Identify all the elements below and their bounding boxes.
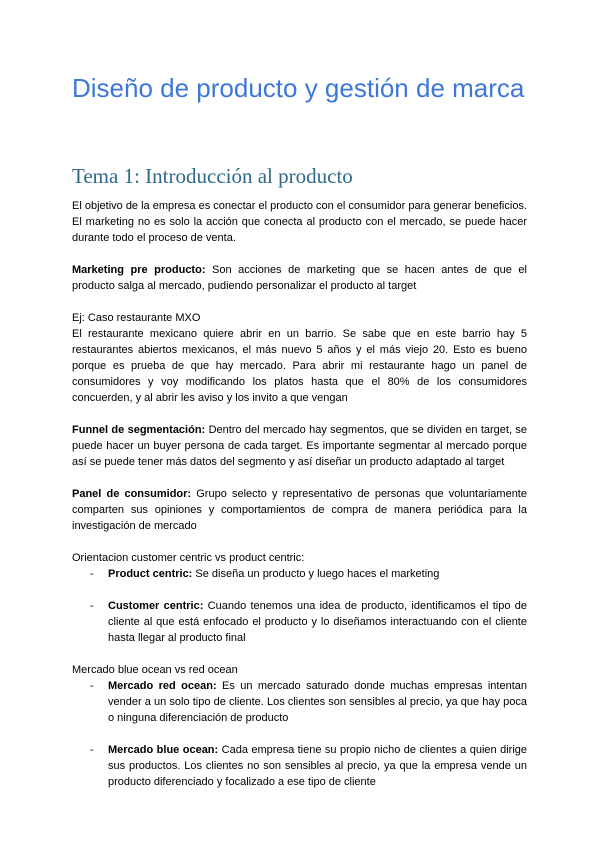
term-panel: Panel de consumidor:: [72, 488, 192, 500]
blue-ocean-text: Cada empresa tiene su propio nicho de clientes a quien dirige sus productos. Los clientes no son sensibles al precio, ya que la empresa vende un producto diferenciado y focalizado a ese tipo de cliente: [108, 744, 527, 788]
funnel-text: Dentro del mercado hay segmentos, que se dividen en target, se puede hacer un buyer persona de cada target. Es importante segmentar al mercado porque así se puede tener más datos del segmento y así diseñar un producto adaptado al target: [72, 424, 527, 468]
term-marketing-pre: Marketing pre producto:: [72, 264, 206, 276]
list-dash: -: [90, 568, 94, 580]
term-product-centric: Product centric:: [108, 568, 193, 580]
document-title: Diseño de producto y gestión de marca: [72, 73, 525, 103]
section-heading: Tema 1: Introducción al producto: [72, 164, 353, 188]
marketing-pre-paragraph: [72, 262, 527, 294]
list-dash: -: [90, 600, 94, 612]
panel-paragraph: [72, 486, 527, 534]
term-funnel: Funnel de segmentación:: [72, 424, 206, 436]
intro-paragraph: El objetivo de la empresa es conectar el producto con el consumidor para generar beneficios. El marketing no es solo la acción que conecta al producto con el mercado, se puede hacer durante todo el proceso de venta.: [72, 200, 527, 244]
red-ocean-text: Es un mercado saturado donde muchas empresas intentan vender a un solo tipo de cliente. Los clientes son sensibles al precio, ya que hay poca o ninguna diferenciación de producto: [108, 680, 528, 724]
panel-text: Grupo selecto y representativo de personas que voluntariamente comparten sus opiniones y comportamientos de compra de manera periódica para la investigación de mercado: [72, 488, 527, 532]
list-item: [72, 566, 527, 582]
marketing-pre-text: Son acciones de marketing que se hacen antes de que el producto salga al mercado, pudiendo personalizar el producto al target: [72, 264, 527, 292]
list-item: [72, 678, 527, 726]
list-item: [72, 742, 527, 790]
document-body: [72, 198, 527, 790]
product-centric-text: Se diseña un producto y luego haces el marketing: [192, 568, 440, 580]
list-dash: -: [90, 680, 94, 692]
list-item: [72, 598, 527, 646]
orientation-title: Orientacion customer centric vs product centric:: [72, 552, 305, 564]
funnel-paragraph: [72, 422, 527, 470]
list-dash: -: [90, 744, 94, 756]
customer-centric-text: Cuando tenemos una idea de producto, identificamos el tipo de cliente al que está enfocado el producto y lo diseñamos interactuando con el cliente hasta llegar al producto final: [108, 600, 527, 644]
term-customer-centric: Customer centric:: [108, 600, 204, 612]
ocean-title: Mercado blue ocean vs red ocean: [72, 664, 238, 676]
term-red-ocean: Mercado red ocean:: [108, 680, 217, 692]
example-title: Ej: Caso restaurante MXO: [72, 312, 201, 324]
term-blue-ocean: Mercado blue ocean:: [108, 744, 219, 756]
example-paragraph: El restaurante mexicano quiere abrir en un barrio. Se sabe que en este barrio hay 5 restaurantes abiertos mexicanos, el más nuevo 5 años y el más viejo 20. Esto es bueno porque es prueba de que hay mercado. Para abrir mi restaurante hago un panel de consumidores y voy modificando los platos hasta que el 80% de los consumidores concuerden, y al abrir les aviso y los invito a que vengan: [72, 328, 527, 404]
